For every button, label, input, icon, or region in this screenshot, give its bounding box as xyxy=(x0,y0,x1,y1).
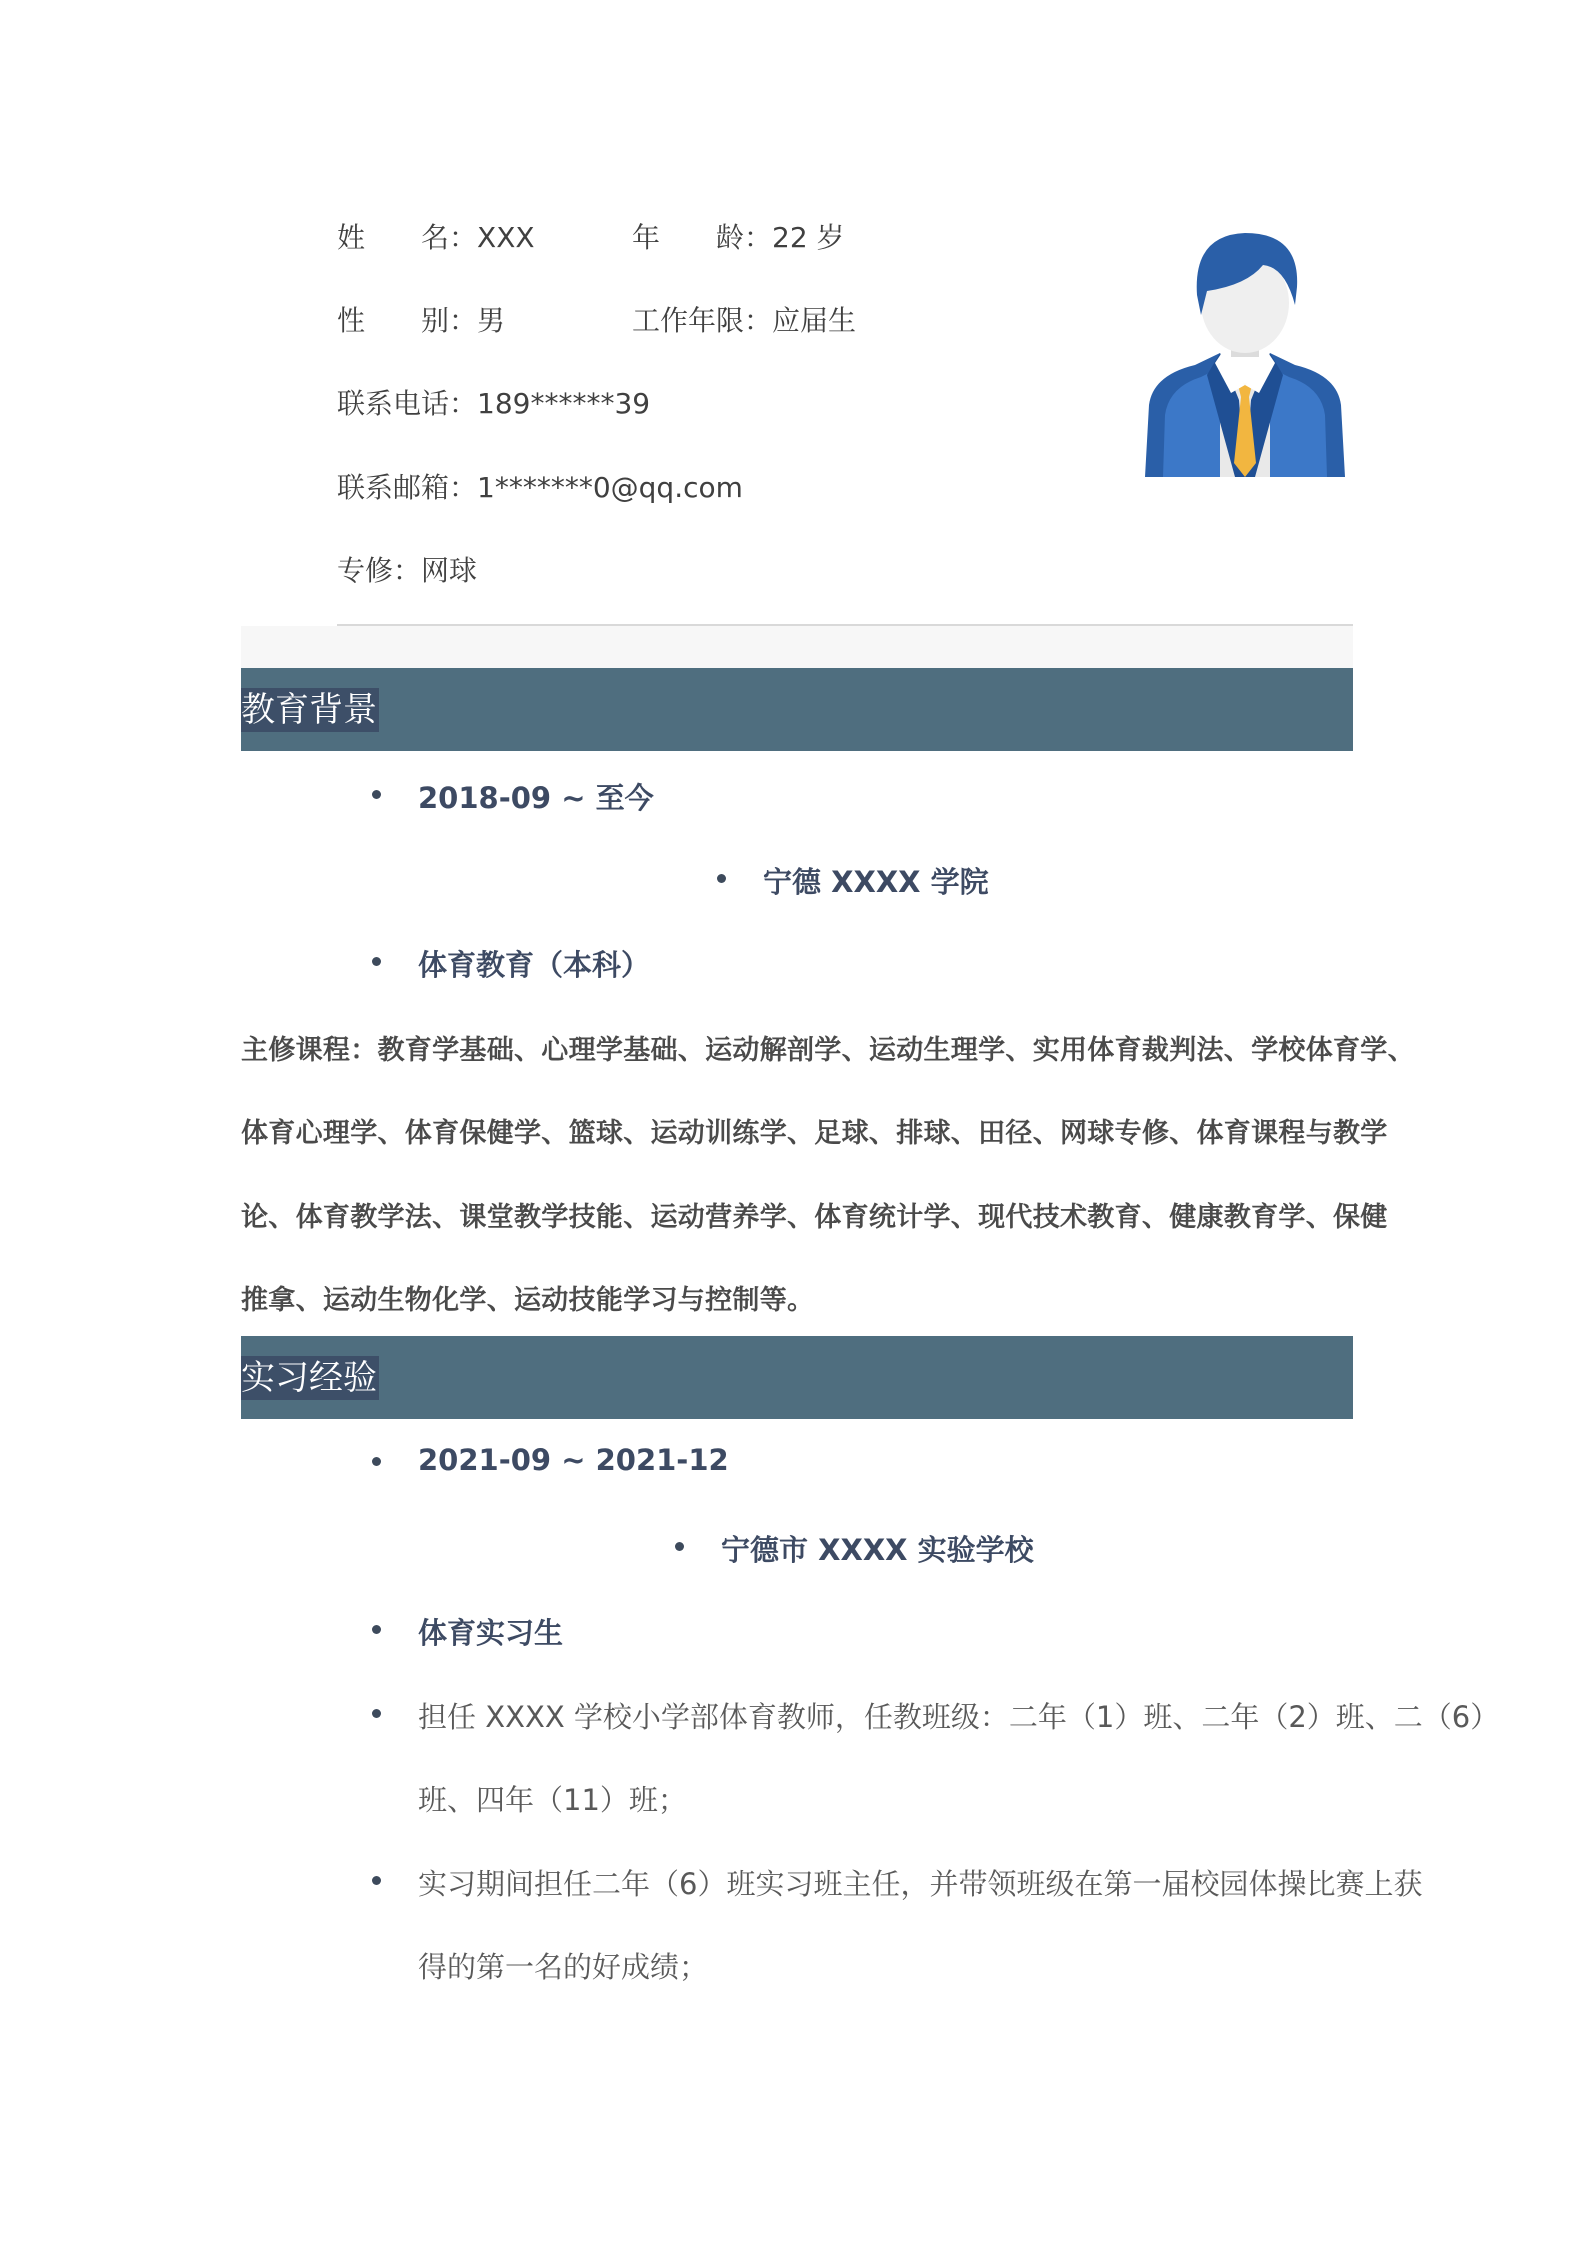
bullet-icon xyxy=(675,1542,684,1551)
work-years-label: 工作年限： xyxy=(632,304,773,337)
bullet-icon xyxy=(717,874,726,883)
specialty-label: 专修： xyxy=(337,554,422,587)
course-line: 主修课程：教育学基础、心理学基础、运动解剖学、运动生理学、实用体育裁判法、学校体育学、 xyxy=(241,1035,1415,1066)
specialty-value: 网球 xyxy=(421,554,478,587)
avatar-icon xyxy=(1135,225,1355,477)
header-bottom-band xyxy=(241,626,1353,668)
gender-row xyxy=(337,299,505,339)
course-line: 论、体育教学法、课堂教学技能、运动营养学、体育统计学、现代技术教育、健康教育学、保健 xyxy=(241,1202,1388,1233)
phone-label: 联系电话： xyxy=(337,387,478,420)
gender-value: 男 xyxy=(477,304,506,337)
duty-item: 实习期间担任二年（6）班实习班主任，并带领班级在第一届校园体操比赛上获 xyxy=(418,1862,1422,1903)
education-section-bar xyxy=(241,668,1353,751)
bullet-icon xyxy=(372,1876,381,1885)
internship-role: 体育实习生 xyxy=(418,1611,563,1652)
education-section-title: 教育背景 xyxy=(241,690,377,730)
phone-value: 189******39 xyxy=(477,387,651,420)
age-label: 年 龄： xyxy=(632,221,773,254)
email-value: 1*******0@qq.com xyxy=(477,471,743,504)
bullet-icon xyxy=(372,790,381,799)
bullet-icon xyxy=(372,957,381,966)
internship-section-bar xyxy=(241,1336,1353,1419)
email-label: 联系邮箱： xyxy=(337,471,478,504)
specialty-row xyxy=(337,549,477,589)
bullet-icon xyxy=(372,1457,381,1466)
course-line: 体育心理学、体育保健学、篮球、运动训练学、足球、排球、田径、网球专修、体育课程与教学 xyxy=(241,1118,1388,1149)
education-school: 宁德 XXXX 学院 xyxy=(763,860,989,901)
name-value: XXX xyxy=(477,221,535,254)
age-row xyxy=(632,216,845,256)
email-row xyxy=(337,466,743,506)
duty-item-continued: 班、四年（11）班； xyxy=(418,1783,687,1817)
duty-item: 担任 XXXX 学校小学部体育教师，任教班级：二年（1）班、二年（2）班、二（6） xyxy=(418,1695,1499,1736)
phone-row xyxy=(337,382,650,422)
name-label: 姓 名： xyxy=(337,221,478,254)
duty-item-continued: 得的第一名的好成绩； xyxy=(418,1950,709,1984)
bullet-icon xyxy=(372,1709,381,1718)
internship-school: 宁德市 XXXX 实验学校 xyxy=(721,1528,1034,1569)
age-value: 22 岁 xyxy=(772,221,845,254)
internship-section-title: 实习经验 xyxy=(241,1358,377,1398)
gender-label: 性 别： xyxy=(337,304,478,337)
name-row xyxy=(337,216,535,256)
work-years-row xyxy=(632,299,856,339)
bullet-icon xyxy=(372,1625,381,1634)
course-line: 推拿、运动生物化学、运动技能学习与控制等。 xyxy=(241,1285,815,1316)
work-years-value: 应届生 xyxy=(772,304,857,337)
education-period: 2018-09 ~ 至今 xyxy=(418,776,654,817)
education-major: 体育教育（本科） xyxy=(418,943,650,984)
internship-period: 2021-09 ~ 2021-12 xyxy=(418,1443,729,1477)
